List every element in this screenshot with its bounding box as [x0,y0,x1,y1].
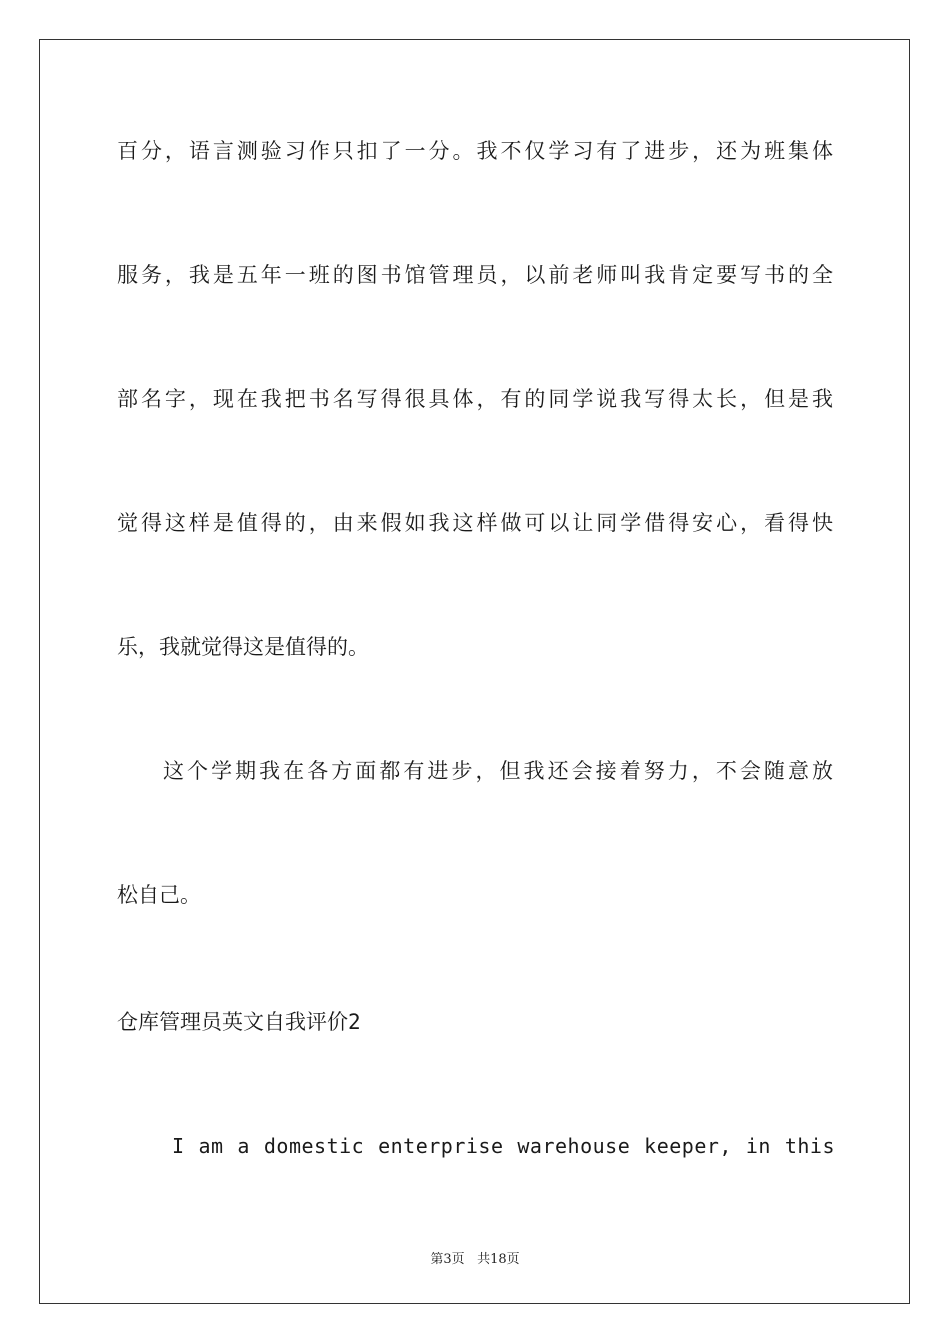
body-line-7: 松自己。 [117,883,201,907]
section-heading: 仓库管理员英文自我评价2 [117,1010,361,1034]
english-paragraph-line: I am a domestic enterprise warehouse keeper, in this [172,1134,835,1158]
page-footer [0,1248,950,1267]
body-line-2: 服务，我是五年一班的图书馆管理员，以前老师叫我肯定要写书的全 [117,263,833,287]
body-line-4: 觉得这样是值得的，由来假如我这样做可以让同学借得安心，看得快 [117,511,833,535]
body-line-6: 这个学期我在各方面都有进步，但我还会接着努力，不会随意放 [163,759,833,783]
body-line-1: 百分，语言测验习作只扣了一分。我不仅学习有了进步，还为班集体 [117,139,833,163]
page-number: 第3页 [430,1252,465,1267]
page-border [39,39,910,1304]
body-line-3: 部名字，现在我把书名写得很具体，有的同学说我写得太长，但是我 [117,387,833,411]
body-line-5: 乐，我就觉得这是值得的。 [117,635,369,659]
total-pages: 共18页 [477,1252,520,1267]
